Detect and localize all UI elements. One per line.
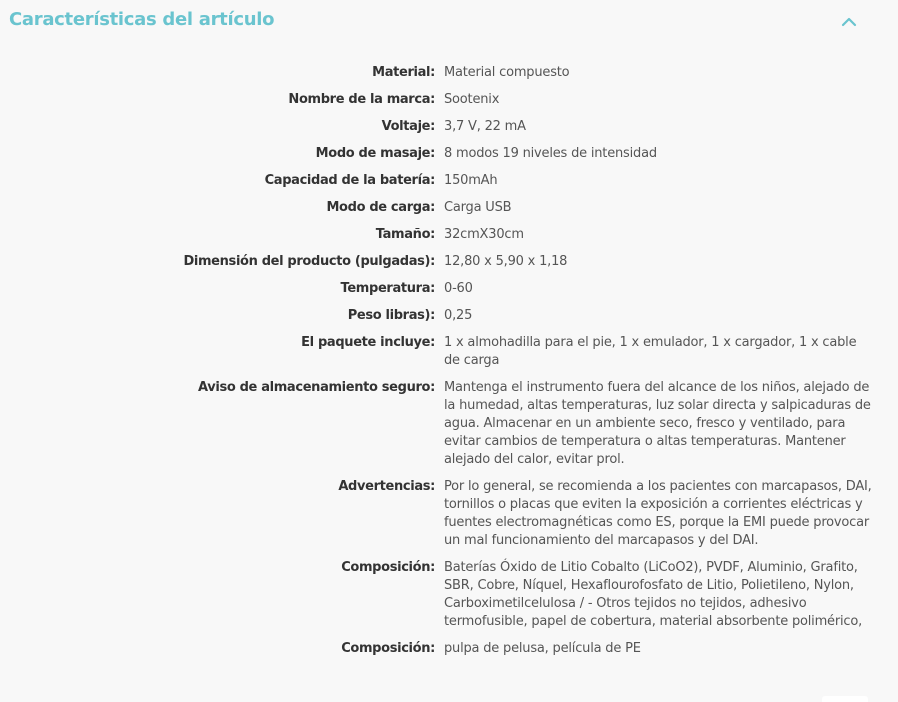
spec-label: Voltaje: [381,119,435,134]
spec-value: 8 modos 19 niveles de intensidad [444,146,657,161]
spec-label: Aviso de almacenamiento seguro: [197,380,435,395]
spec-row-charging-mode [0,199,898,217]
floating-tab[interactable] [822,696,868,702]
spec-row-warnings [0,478,898,550]
spec-label: El paquete incluye: [301,335,435,350]
spec-value: Sootenix [444,92,500,107]
spec-row-storage-notice [0,379,898,469]
spec-value: Por lo general, se recomienda a los pacientes con marcapasos, DAI, tornillos o placas que eviten la exposición a corrientes eléctricas y fuentes electromagnéticas como ES, porque la EMI puede provocar un mal funcionamiento del marcapasos y del DAI. [444,479,872,548]
spec-row-composition [0,559,898,631]
spec-label: Modo de masaje: [315,146,435,161]
spec-value: 0,25 [444,308,473,323]
spec-row-voltage [0,118,898,136]
chevron-up-icon[interactable] [838,12,860,30]
spec-value: Mantenga el instrumento fuera del alcance de los niños, alejado de la humedad, altas temperaturas, luz solar directa y salpicaduras de agua. Almacenar en un ambiente seco, fresco y ventilado, para evitar cambios de temperatura o altas temperaturas. Mantener alejado del calor, evitar prol. [444,380,871,467]
spec-label: Capacidad de la batería: [264,173,435,188]
spec-value: pulpa de pelusa, película de PE [444,641,641,656]
spec-label: Composición: [341,560,435,575]
spec-label: Tamaño: [375,227,435,242]
spec-label: Peso libras): [347,308,435,323]
spec-row-massage-mode [0,145,898,163]
spec-row-weight [0,307,898,325]
spec-label: Advertencias: [338,479,435,494]
spec-value: 150mAh [444,173,498,188]
spec-row-dimensions [0,253,898,271]
spec-row-battery-capacity [0,172,898,190]
spec-value: Material compuesto [444,65,570,80]
spec-value: 1 x almohadilla para el pie, 1 x emulador, 1 x cargador, 1 x cable de carga [444,335,857,368]
spec-label: Temperatura: [340,281,435,296]
spec-label: Nombre de la marca: [288,92,435,107]
spec-value: Baterías Óxido de Litio Cobalto (LiCoO2), PVDF, Aluminio, Grafito, SBR, Cobre, Níquel, Hexaflourofosfato de Litio, Polietileno, Nylon, Carboximetilcelulosa / - Otros tejidos no tejidos, adhesivo termofusible, papel de cobertura, material absorbente polimérico, [444,560,863,629]
spec-label: Dimensión del producto (pulgadas): [183,254,435,269]
spec-value: 12,80 x 5,90 x 1,18 [444,254,568,269]
spec-row-package-contents [0,334,898,370]
spec-row-composition-2 [0,640,898,658]
section-title: Características del artículo [9,9,275,30]
spec-value: Carga USB [444,200,512,215]
spec-value: 3,7 V, 22 mA [444,119,526,134]
spec-row-size [0,226,898,244]
spec-row-brand [0,91,898,109]
spec-label: Modo de carga: [326,200,435,215]
spec-label: Composición: [341,641,435,656]
spec-value: 0-60 [444,281,473,296]
spec-row-material [0,64,898,82]
spec-list [0,64,898,667]
section-header[interactable] [0,0,898,42]
spec-row-temperature [0,280,898,298]
spec-label: Material: [372,65,435,80]
spec-value: 32cmX30cm [444,227,524,242]
